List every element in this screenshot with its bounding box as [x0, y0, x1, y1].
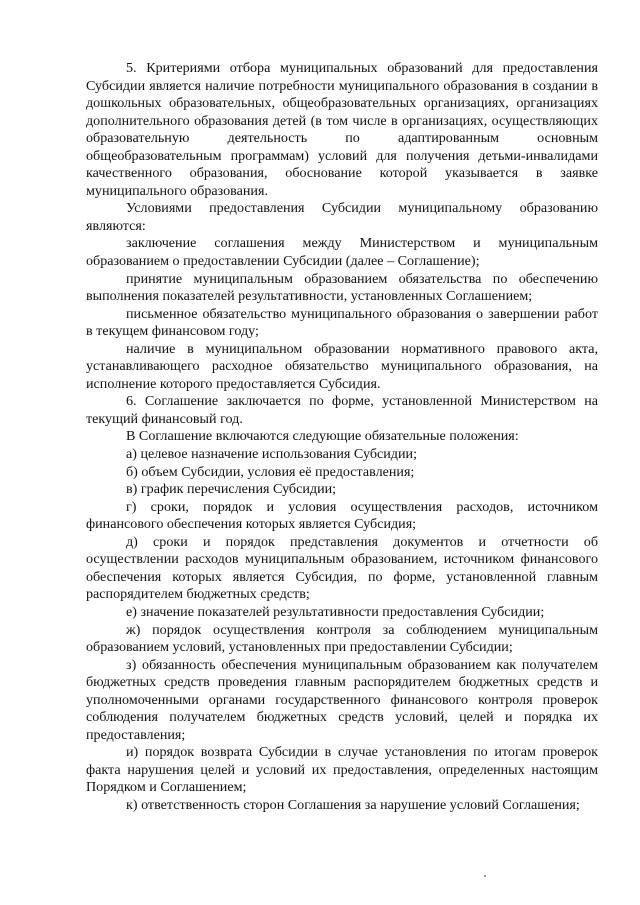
- paragraph-condition-legal-act: наличие в муниципальном образовании нормативного правового акта, устанавливающего расходное обязательство муниципального образования, на исполнение которого предоставляется Субсидия.: [86, 340, 598, 392]
- list-item-zh: ж) порядок осуществления контроля за соблюдением муниципальным образованием условий, установленных при предоставлении Субсидии;: [86, 621, 598, 656]
- list-item-v: в) график перечисления Субсидии;: [126, 481, 337, 498]
- scan-speck: [484, 875, 486, 877]
- list-item-g: г) сроки, порядок и условия осуществления расходов, источником финансового обеспечения которых является Субсидия;: [86, 498, 598, 533]
- list-item-a: а) целевое назначение использования Субсидии;: [126, 446, 417, 463]
- list-item-d: д) сроки и порядок представления документов и отчетности об осуществлении расходов муниципальным образованием, источником финансового обеспечения которых является Субсидия, по форме, установленной главным распорядителем бюджетных средств;: [86, 533, 598, 603]
- paragraph-provisions-intro: В Соглашение включаются следующие обязательные положения:: [126, 428, 519, 445]
- list-item-k: к) ответственность сторон Соглашения за нарушение условий Соглашения;: [126, 796, 580, 813]
- paragraph-agreement-form: 6. Соглашение заключается по форме, установленной Министерством на текущий финансовый год.: [86, 393, 598, 427]
- paragraph-criteria: 5. Критериями отбора муниципальных образований для предоставления Субсидии является наличие потребности муниципального образования в создании в дошкольных образовательных, общеобразовательных организациях, организациях дополнительного образования детей (в том числе в организациях, осуществляющих образовательную деятельность по адаптированным основным общеобразовательным программам) условий для получения детьми-инвалидами качественного образования, обоснование которой указывается в заявке муниципального образования.: [86, 60, 598, 199]
- list-item-z: з) обязанность обеспечения муниципальным образованием как получателем бюджетных средств проведения главным распорядителем бюджетных средств и уполномоченными органами государственного финансового контроля проверок соблюдения получателем бюджетных средств условий, целей и порядка их предоставления;: [86, 656, 598, 743]
- list-item-i: и) порядок возврата Субсидии в случае установления по итогам проверок факта нарушения целей и условий их предоставления, определенных настоящим Порядком и Соглашением;: [86, 744, 598, 796]
- document-page: [86, 60, 598, 815]
- list-item-b: б) объем Субсидии, условия её предоставления;: [126, 463, 415, 480]
- paragraph-condition-obligation: принятие муниципальным образованием обязательства по обеспечению выполнения показателей результативности, установленных Соглашением;: [86, 270, 598, 305]
- paragraph-conditions-intro: Условиями предоставления Субсидии муниципальному образованию являются:: [86, 200, 598, 234]
- paragraph-condition-agreement: заключение соглашения между Министерством и муниципальным образованием о предоставлении Субсидии (далее – Соглашение);: [86, 235, 598, 270]
- list-item-e: е) значение показателей результативности предоставления Субсидии;: [126, 603, 545, 620]
- paragraph-condition-written-obligation: письменное обязательство муниципального образования о завершении работ в текущем финансовом году;: [86, 305, 598, 340]
